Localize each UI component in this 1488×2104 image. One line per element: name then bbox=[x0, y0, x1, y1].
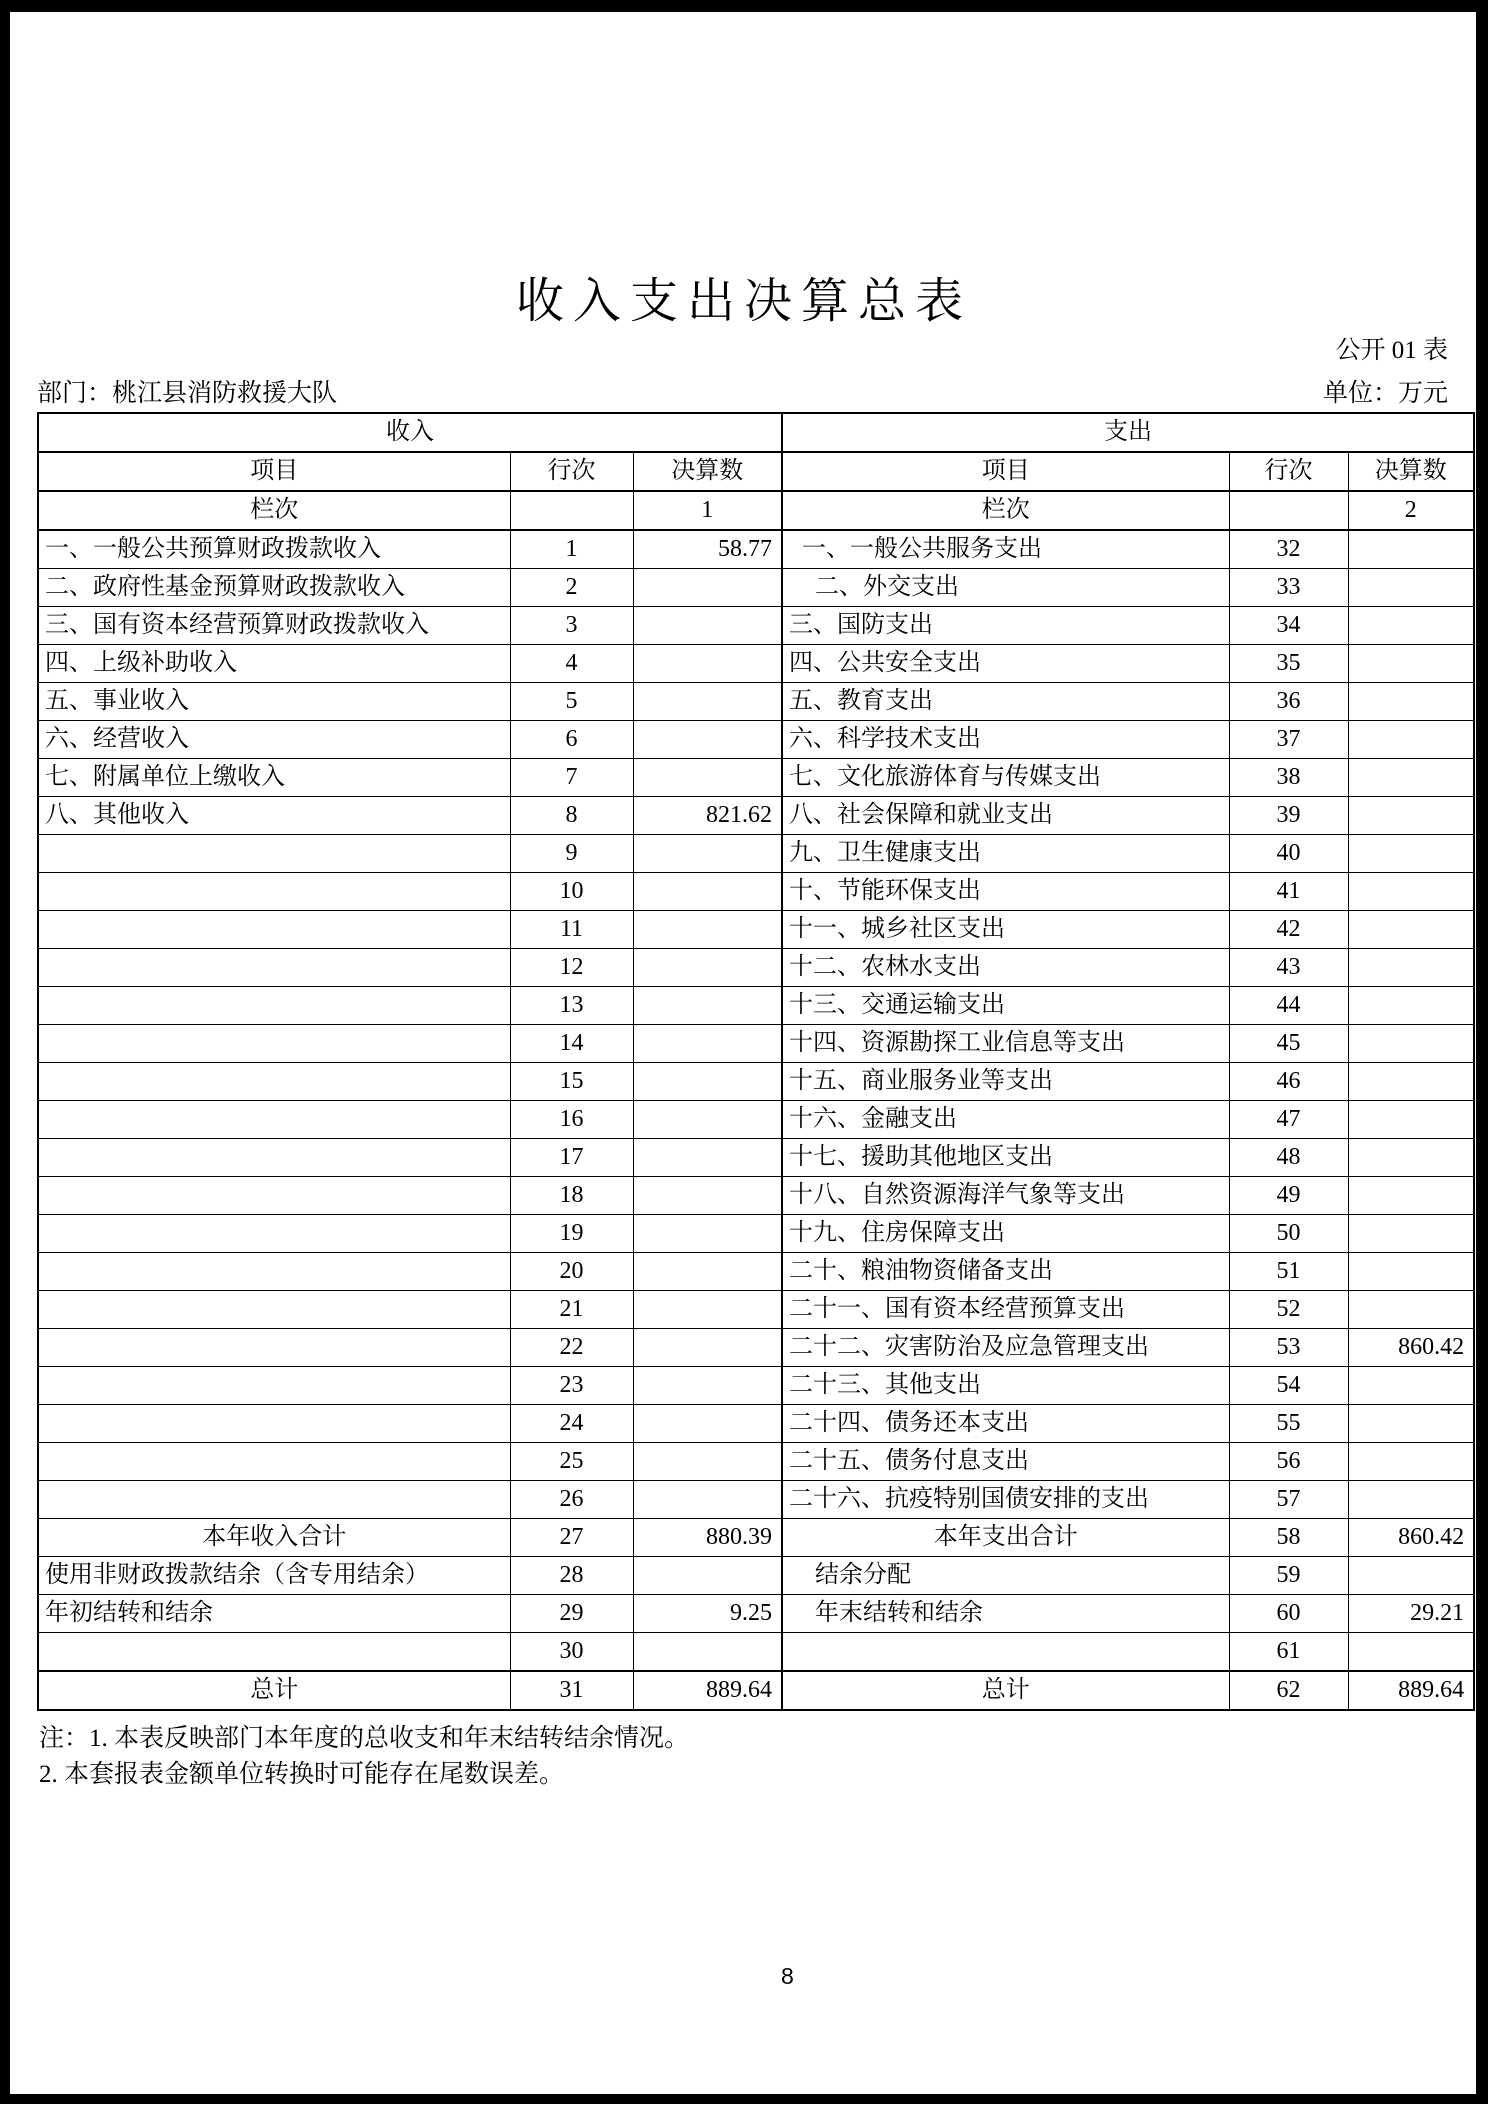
table-row bbox=[38, 1595, 1474, 1633]
income-item-cell: 七、附属单位上缴收入 bbox=[38, 759, 510, 797]
income-row-no-cell: 12 bbox=[510, 949, 633, 987]
income-amount-cell bbox=[633, 1291, 782, 1329]
meta-row bbox=[37, 373, 1448, 409]
expense-row-no-cell: 49 bbox=[1229, 1177, 1348, 1215]
expense-amount-cell bbox=[1348, 1481, 1474, 1519]
expense-item-cell: 二十五、债务付息支出 bbox=[782, 1443, 1229, 1481]
expense-item-cell: 十六、金融支出 bbox=[782, 1101, 1229, 1139]
expense-amount-cell bbox=[1348, 530, 1474, 569]
income-item-cell bbox=[38, 1367, 510, 1405]
expense-amount-cell bbox=[1348, 1215, 1474, 1253]
income-amount-header: 决算数 bbox=[633, 452, 782, 491]
expense-column-index-label: 栏次 bbox=[782, 491, 1229, 530]
budget-summary-table bbox=[37, 412, 1475, 1711]
table-row bbox=[38, 949, 1474, 987]
income-row-no-cell: 15 bbox=[510, 1063, 633, 1101]
expense-amount-cell bbox=[1348, 1557, 1474, 1595]
expense-item-cell: 本年支出合计 bbox=[782, 1519, 1229, 1557]
income-item-cell: 六、经营收入 bbox=[38, 721, 510, 759]
expense-column-index: 2 bbox=[1348, 491, 1474, 530]
table-row bbox=[38, 569, 1474, 607]
income-amount-cell bbox=[633, 1253, 782, 1291]
table-row bbox=[38, 1633, 1474, 1672]
expense-item-cell: 二十四、债务还本支出 bbox=[782, 1405, 1229, 1443]
expense-amount-cell bbox=[1348, 1253, 1474, 1291]
income-row-no-cell: 20 bbox=[510, 1253, 633, 1291]
income-item-cell bbox=[38, 949, 510, 987]
income-row-no-cell: 5 bbox=[510, 683, 633, 721]
unit-label: 单位：万元 bbox=[1322, 380, 1448, 407]
income-item-cell bbox=[38, 1253, 510, 1291]
income-amount-cell bbox=[633, 645, 782, 683]
expense-row-no-cell: 61 bbox=[1229, 1633, 1348, 1672]
expense-item-cell: 十四、资源勘探工业信息等支出 bbox=[782, 1025, 1229, 1063]
income-row-no-cell: 2 bbox=[510, 569, 633, 607]
expense-amount-cell: 29.21 bbox=[1348, 1595, 1474, 1633]
expense-section-header: 支出 bbox=[782, 413, 1474, 452]
income-amount-cell bbox=[633, 1367, 782, 1405]
income-item-cell bbox=[38, 1633, 510, 1672]
table-row bbox=[38, 607, 1474, 645]
income-item-cell bbox=[38, 987, 510, 1025]
scan-edge-bottom bbox=[0, 2094, 1488, 2104]
income-row-no-cell: 13 bbox=[510, 987, 633, 1025]
expense-item-cell: 二、外交支出 bbox=[782, 569, 1229, 607]
table-row bbox=[38, 987, 1474, 1025]
expense-row-no-cell: 62 bbox=[1229, 1671, 1348, 1710]
expense-amount-cell: 860.42 bbox=[1348, 1519, 1474, 1557]
table-row bbox=[38, 1405, 1474, 1443]
income-row-no-cell: 24 bbox=[510, 1405, 633, 1443]
expense-amount-cell bbox=[1348, 721, 1474, 759]
page-number: 8 bbox=[781, 1963, 794, 1989]
income-amount-cell bbox=[633, 835, 782, 873]
table-row bbox=[38, 1671, 1474, 1710]
expense-row-no-cell: 59 bbox=[1229, 1557, 1348, 1595]
income-item-cell: 使用非财政拨款结余（含专用结余） bbox=[38, 1557, 510, 1595]
income-amount-cell bbox=[633, 1139, 782, 1177]
income-item-cell bbox=[38, 873, 510, 911]
expense-row-no-cell: 38 bbox=[1229, 759, 1348, 797]
expense-row-no-cell: 50 bbox=[1229, 1215, 1348, 1253]
income-row-no-cell: 29 bbox=[510, 1595, 633, 1633]
expense-amount-cell bbox=[1348, 1101, 1474, 1139]
income-amount-cell bbox=[633, 1101, 782, 1139]
income-item-cell bbox=[38, 1025, 510, 1063]
expense-amount-cell bbox=[1348, 835, 1474, 873]
expense-item-cell: 十、节能环保支出 bbox=[782, 873, 1229, 911]
table-row bbox=[38, 797, 1474, 835]
expense-row-no-cell: 34 bbox=[1229, 607, 1348, 645]
income-amount-cell bbox=[633, 1443, 782, 1481]
table-row bbox=[38, 1215, 1474, 1253]
income-item-cell: 二、政府性基金预算财政拨款收入 bbox=[38, 569, 510, 607]
income-amount-cell bbox=[633, 683, 782, 721]
table-row bbox=[38, 759, 1474, 797]
income-item-cell bbox=[38, 1101, 510, 1139]
expense-row-no-cell: 35 bbox=[1229, 645, 1348, 683]
income-row-no-cell: 30 bbox=[510, 1633, 633, 1672]
table-row bbox=[38, 721, 1474, 759]
expense-item-cell: 二十六、抗疫特别国债安排的支出 bbox=[782, 1481, 1229, 1519]
table-row bbox=[38, 530, 1474, 569]
section-header-row bbox=[38, 413, 1474, 452]
income-item-cell bbox=[38, 1139, 510, 1177]
income-amount-cell bbox=[633, 873, 782, 911]
table-row bbox=[38, 1329, 1474, 1367]
income-amount-cell bbox=[633, 911, 782, 949]
income-amount-cell bbox=[633, 721, 782, 759]
expense-amount-header: 决算数 bbox=[1348, 452, 1474, 491]
income-row-no-cell: 10 bbox=[510, 873, 633, 911]
expense-amount-cell bbox=[1348, 569, 1474, 607]
expense-amount-cell bbox=[1348, 873, 1474, 911]
table-row bbox=[38, 1253, 1474, 1291]
income-row-no-cell: 27 bbox=[510, 1519, 633, 1557]
expense-item-cell: 二十、粮油物资储备支出 bbox=[782, 1253, 1229, 1291]
expense-amount-cell bbox=[1348, 1443, 1474, 1481]
income-amount-cell bbox=[633, 759, 782, 797]
expense-amount-cell bbox=[1348, 1291, 1474, 1329]
expense-item-cell bbox=[782, 1633, 1229, 1672]
expense-row-no-cell: 56 bbox=[1229, 1443, 1348, 1481]
expense-row-no-cell: 53 bbox=[1229, 1329, 1348, 1367]
expense-item-cell: 十七、援助其他地区支出 bbox=[782, 1139, 1229, 1177]
income-amount-cell bbox=[633, 1215, 782, 1253]
expense-item-cell: 二十三、其他支出 bbox=[782, 1367, 1229, 1405]
expense-item-cell: 六、科学技术支出 bbox=[782, 721, 1229, 759]
table-row bbox=[38, 1443, 1474, 1481]
expense-row-no-cell: 48 bbox=[1229, 1139, 1348, 1177]
expense-item-cell: 年末结转和结余 bbox=[782, 1595, 1229, 1633]
income-row-no-cell: 7 bbox=[510, 759, 633, 797]
expense-item-cell: 总计 bbox=[782, 1671, 1229, 1710]
table-row bbox=[38, 1557, 1474, 1595]
expense-row-no-cell: 52 bbox=[1229, 1291, 1348, 1329]
scan-edge-top bbox=[0, 0, 1488, 12]
table-row bbox=[38, 1177, 1474, 1215]
expense-item-cell: 结余分配 bbox=[782, 1557, 1229, 1595]
expense-row-no-cell: 57 bbox=[1229, 1481, 1348, 1519]
expense-row-no-cell: 40 bbox=[1229, 835, 1348, 873]
income-item-cell bbox=[38, 1443, 510, 1481]
income-row-no-cell: 19 bbox=[510, 1215, 633, 1253]
income-item-cell: 本年收入合计 bbox=[38, 1519, 510, 1557]
expense-item-cell: 八、社会保障和就业支出 bbox=[782, 797, 1229, 835]
income-row-no-cell: 23 bbox=[510, 1367, 633, 1405]
expense-row-no-cell: 60 bbox=[1229, 1595, 1348, 1633]
income-item-cell bbox=[38, 1063, 510, 1101]
income-row-no-cell: 3 bbox=[510, 607, 633, 645]
income-row-no-cell: 28 bbox=[510, 1557, 633, 1595]
table-row bbox=[38, 1481, 1474, 1519]
expense-row-no-cell: 33 bbox=[1229, 569, 1348, 607]
expense-item-cell: 二十二、灾害防治及应急管理支出 bbox=[782, 1329, 1229, 1367]
income-item-cell bbox=[38, 1481, 510, 1519]
expense-row-no-cell: 32 bbox=[1229, 530, 1348, 569]
expense-row-no-cell: 37 bbox=[1229, 721, 1348, 759]
income-row-no-cell: 25 bbox=[510, 1443, 633, 1481]
expense-row-no-cell: 42 bbox=[1229, 911, 1348, 949]
income-row-no-header: 行次 bbox=[510, 452, 633, 491]
expense-amount-cell: 860.42 bbox=[1348, 1329, 1474, 1367]
footnote-line-1: 注：1. 本表反映部门本年度的总收支和年末结转结余情况。 bbox=[39, 1725, 690, 1752]
income-column-index-label: 栏次 bbox=[38, 491, 510, 530]
table-row bbox=[38, 645, 1474, 683]
table-row bbox=[38, 911, 1474, 949]
table-row bbox=[38, 683, 1474, 721]
income-item-cell bbox=[38, 1215, 510, 1253]
income-item-cell bbox=[38, 1329, 510, 1367]
income-item-cell: 总计 bbox=[38, 1671, 510, 1710]
expense-item-cell: 五、教育支出 bbox=[782, 683, 1229, 721]
expense-item-cell: 九、卫生健康支出 bbox=[782, 835, 1229, 873]
expense-item-cell: 三、国防支出 bbox=[782, 607, 1229, 645]
column-header-row bbox=[38, 452, 1474, 491]
expense-row-no-cell: 46 bbox=[1229, 1063, 1348, 1101]
table-row bbox=[38, 1063, 1474, 1101]
expense-row-no-cell: 36 bbox=[1229, 683, 1348, 721]
income-amount-cell bbox=[633, 1025, 782, 1063]
expense-row-no-blank bbox=[1229, 491, 1348, 530]
income-item-cell bbox=[38, 1177, 510, 1215]
income-row-no-cell: 22 bbox=[510, 1329, 633, 1367]
expense-amount-cell bbox=[1348, 1025, 1474, 1063]
income-row-no-cell: 9 bbox=[510, 835, 633, 873]
page-title: 收入支出决算总表 bbox=[515, 275, 972, 328]
table-row bbox=[38, 1367, 1474, 1405]
expense-amount-cell bbox=[1348, 797, 1474, 835]
expense-row-no-cell: 51 bbox=[1229, 1253, 1348, 1291]
expense-amount-cell bbox=[1348, 1139, 1474, 1177]
expense-row-no-cell: 58 bbox=[1229, 1519, 1348, 1557]
income-row-no-cell: 31 bbox=[510, 1671, 633, 1710]
expense-amount-cell bbox=[1348, 607, 1474, 645]
income-amount-cell bbox=[633, 987, 782, 1025]
income-amount-cell bbox=[633, 1481, 782, 1519]
column-index-row bbox=[38, 491, 1474, 530]
income-item-header: 项目 bbox=[38, 452, 510, 491]
expense-row-no-cell: 55 bbox=[1229, 1405, 1348, 1443]
income-row-no-cell: 1 bbox=[510, 530, 633, 569]
expense-amount-cell bbox=[1348, 1367, 1474, 1405]
income-row-no-cell: 16 bbox=[510, 1101, 633, 1139]
income-row-no-cell: 17 bbox=[510, 1139, 633, 1177]
expense-amount-cell bbox=[1348, 683, 1474, 721]
income-amount-cell bbox=[633, 569, 782, 607]
expense-amount-cell: 889.64 bbox=[1348, 1671, 1474, 1710]
expense-row-no-cell: 45 bbox=[1229, 1025, 1348, 1063]
income-row-no-cell: 4 bbox=[510, 645, 633, 683]
income-row-no-cell: 6 bbox=[510, 721, 633, 759]
expense-amount-cell bbox=[1348, 1633, 1474, 1672]
expense-item-cell: 十二、农林水支出 bbox=[782, 949, 1229, 987]
income-item-cell: 三、国有资本经营预算财政拨款收入 bbox=[38, 607, 510, 645]
expense-item-cell: 十三、交通运输支出 bbox=[782, 987, 1229, 1025]
table-row bbox=[38, 873, 1474, 911]
form-code-label: 公开 01 表 bbox=[1335, 337, 1448, 364]
expense-row-no-header: 行次 bbox=[1229, 452, 1348, 491]
income-amount-cell bbox=[633, 1633, 782, 1672]
expense-item-cell: 二十一、国有资本经营预算支出 bbox=[782, 1291, 1229, 1329]
expense-amount-cell bbox=[1348, 949, 1474, 987]
income-row-no-blank bbox=[510, 491, 633, 530]
expense-row-no-cell: 44 bbox=[1229, 987, 1348, 1025]
footnote-line-2: 2. 本套报表金额单位转换时可能存在尾数误差。 bbox=[39, 1761, 565, 1788]
expense-item-cell: 十九、住房保障支出 bbox=[782, 1215, 1229, 1253]
income-item-cell bbox=[38, 1291, 510, 1329]
table-row bbox=[38, 1101, 1474, 1139]
income-section-header: 收入 bbox=[38, 413, 782, 452]
income-row-no-cell: 21 bbox=[510, 1291, 633, 1329]
expense-amount-cell bbox=[1348, 1063, 1474, 1101]
expense-row-no-cell: 47 bbox=[1229, 1101, 1348, 1139]
income-row-no-cell: 18 bbox=[510, 1177, 633, 1215]
income-amount-cell bbox=[633, 1557, 782, 1595]
income-amount-cell: 58.77 bbox=[633, 530, 782, 569]
expense-row-no-cell: 41 bbox=[1229, 873, 1348, 911]
table-row bbox=[38, 1291, 1474, 1329]
income-row-no-cell: 11 bbox=[510, 911, 633, 949]
expense-item-cell: 七、文化旅游体育与传媒支出 bbox=[782, 759, 1229, 797]
income-amount-cell bbox=[633, 1329, 782, 1367]
income-amount-cell: 821.62 bbox=[633, 797, 782, 835]
income-column-index: 1 bbox=[633, 491, 782, 530]
expense-item-header: 项目 bbox=[782, 452, 1229, 491]
table-row bbox=[38, 1025, 1474, 1063]
income-amount-cell bbox=[633, 949, 782, 987]
expense-row-no-cell: 39 bbox=[1229, 797, 1348, 835]
expense-item-cell: 四、公共安全支出 bbox=[782, 645, 1229, 683]
income-amount-cell bbox=[633, 1177, 782, 1215]
income-row-no-cell: 26 bbox=[510, 1481, 633, 1519]
income-row-no-cell: 8 bbox=[510, 797, 633, 835]
income-item-cell: 八、其他收入 bbox=[38, 797, 510, 835]
income-item-cell: 四、上级补助收入 bbox=[38, 645, 510, 683]
income-row-no-cell: 14 bbox=[510, 1025, 633, 1063]
expense-amount-cell bbox=[1348, 911, 1474, 949]
income-amount-cell bbox=[633, 1063, 782, 1101]
expense-item-cell: 十五、商业服务业等支出 bbox=[782, 1063, 1229, 1101]
table-row bbox=[38, 1519, 1474, 1557]
income-item-cell: 年初结转和结余 bbox=[38, 1595, 510, 1633]
income-amount-cell: 889.64 bbox=[633, 1671, 782, 1710]
income-amount-cell bbox=[633, 607, 782, 645]
income-item-cell: 一、一般公共预算财政拨款收入 bbox=[38, 530, 510, 569]
income-item-cell bbox=[38, 835, 510, 873]
income-item-cell: 五、事业收入 bbox=[38, 683, 510, 721]
table-row bbox=[38, 1139, 1474, 1177]
expense-amount-cell bbox=[1348, 759, 1474, 797]
expense-item-cell: 十一、城乡社区支出 bbox=[782, 911, 1229, 949]
expense-amount-cell bbox=[1348, 1177, 1474, 1215]
expense-amount-cell bbox=[1348, 1405, 1474, 1443]
income-item-cell bbox=[38, 911, 510, 949]
expense-row-no-cell: 43 bbox=[1229, 949, 1348, 987]
expense-row-no-cell: 54 bbox=[1229, 1367, 1348, 1405]
expense-amount-cell bbox=[1348, 987, 1474, 1025]
income-amount-cell: 9.25 bbox=[633, 1595, 782, 1633]
table-row bbox=[38, 835, 1474, 873]
income-amount-cell bbox=[633, 1405, 782, 1443]
income-item-cell bbox=[38, 1405, 510, 1443]
expense-item-cell: 一、一般公共服务支出 bbox=[782, 530, 1229, 569]
income-amount-cell: 880.39 bbox=[633, 1519, 782, 1557]
expense-item-cell: 十八、自然资源海洋气象等支出 bbox=[782, 1177, 1229, 1215]
department-label: 部门：桃江县消防救援大队 bbox=[37, 380, 338, 407]
expense-amount-cell bbox=[1348, 645, 1474, 683]
